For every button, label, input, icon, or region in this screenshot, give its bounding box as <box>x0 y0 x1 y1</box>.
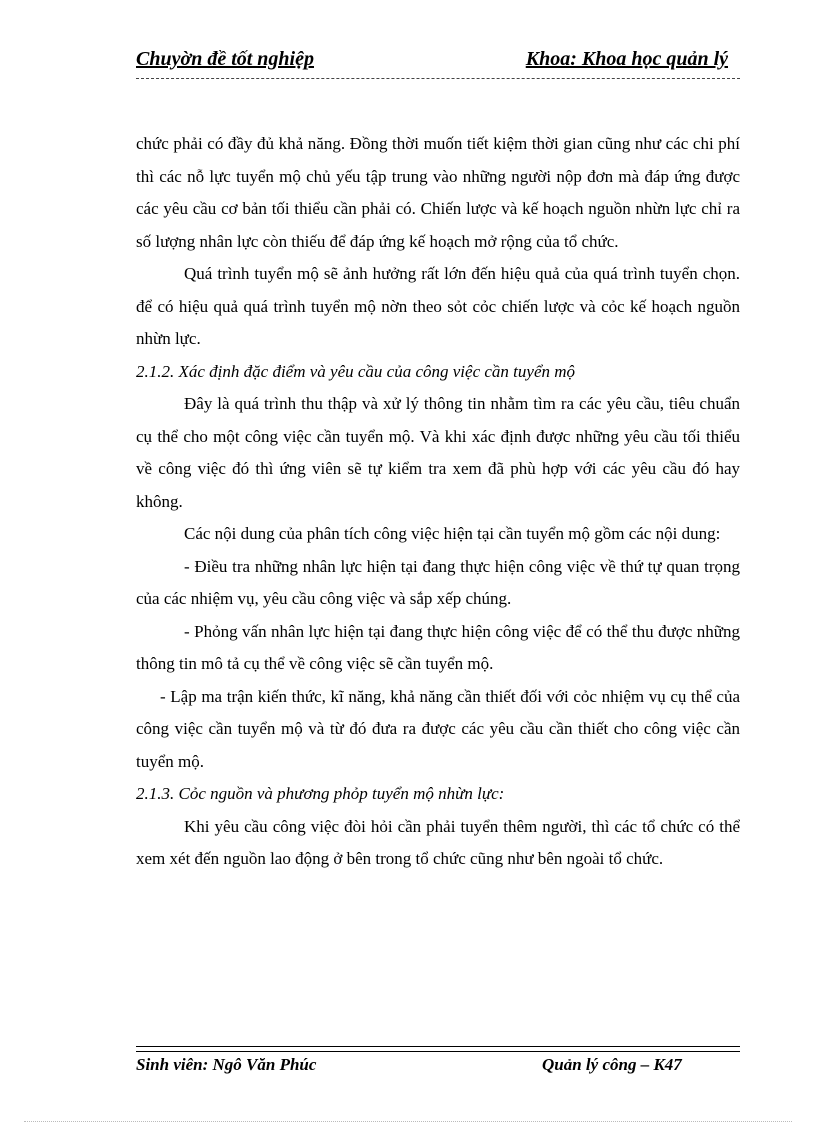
page-footer <box>136 1055 740 1079</box>
page-bottom-edge <box>24 1121 792 1122</box>
page-header <box>136 48 740 79</box>
paragraph-3: Đây là quá trình thu thập và xử lý thông tin nhằm tìm ra các yêu cầu, tiêu chuẩn cụ thể cho một công việc cần tuyển mộ. Và khi xác định được những yêu cầu tối thiểu về công việc đó thì ứng viên sẽ tự kiểm tra xem đã phù hợp với các yêu cầu đó hay không. <box>136 394 740 511</box>
document-body <box>136 128 740 876</box>
bullet-item-1: - Điều tra những nhân lực hiện tại đang thực hiện công việc về thứ tự quan trọng của các nhiệm vụ, yêu cầu công việc và sắp xếp chúng. <box>136 556 740 608</box>
footer-student: Sinh viên: Ngô Văn Phúc <box>136 1055 317 1074</box>
paragraph-5: Khi yêu cầu công việc đòi hỏi cần phải tuyển thêm người, thì các tổ chức có thể xem xét đến nguồn lao động ở bên trong tổ chức cũng như bên ngoài tổ chức. <box>136 816 740 868</box>
footer-class: Quản lý công – K47 <box>542 1055 682 1074</box>
paragraph-2: Quá trình tuyển mộ sẽ ảnh hưởng rất lớn đến hiệu quả của quá trình tuyển chọn. để có hiệu quả quá trình tuyển mộ nờn theo sỏt cỏc chiến lược và cỏc kế hoạch nguồn nhừn lực. <box>136 264 740 348</box>
bullet-item-2: - Phỏng vấn nhân lực hiện tại đang thực hiện công việc để có thể thu được những thông tin mô tả cụ thể về công việc sẽ cần tuyển mộ. <box>136 621 740 673</box>
footer-rule <box>136 1046 740 1052</box>
bullet-item-3: - Lập ma trận kiến thức, kĩ năng, khả năng cần thiết đối với cỏc nhiệm vụ cụ thể của công việc cần tuyển mộ và từ đó đưa ra được các yêu cầu cần thiết cho công việc cần tuyển mộ. <box>136 686 740 771</box>
header-faculty: Khoa: Khoa học quản lý <box>525 48 728 70</box>
paragraph-1: chức phải có đầy đủ khả năng. Đồng thời muốn tiết kiệm thời gian cũng như các chi phí thì các nỗ lực tuyển mộ chủ yếu tập trung vào những người nộp đơn mà đáp ứng được các yêu cầu cơ bản tối thiểu cần phải có. Chiến lược và kế hoạch nguồn nhừn lực chỉ ra số lượng nhân lực còn thiếu để đáp ứng kế hoạch mở rộng của tổ chức. <box>136 134 740 251</box>
paragraph-4: Các nội dung của phân tích công việc hiện tại cần tuyển mộ gồm các nội dung: <box>184 524 721 543</box>
section-heading-2-1-2: 2.1.2. Xác định đặc điểm và yêu cầu của công việc cần tuyển mộ <box>136 361 576 381</box>
section-heading-2-1-3: 2.1.3. Cỏc nguồn và phương phỏp tuyển mộ nhừn lực: <box>136 784 505 803</box>
header-thesis-title: Chuyờn đề tốt nghiệp <box>136 48 314 70</box>
